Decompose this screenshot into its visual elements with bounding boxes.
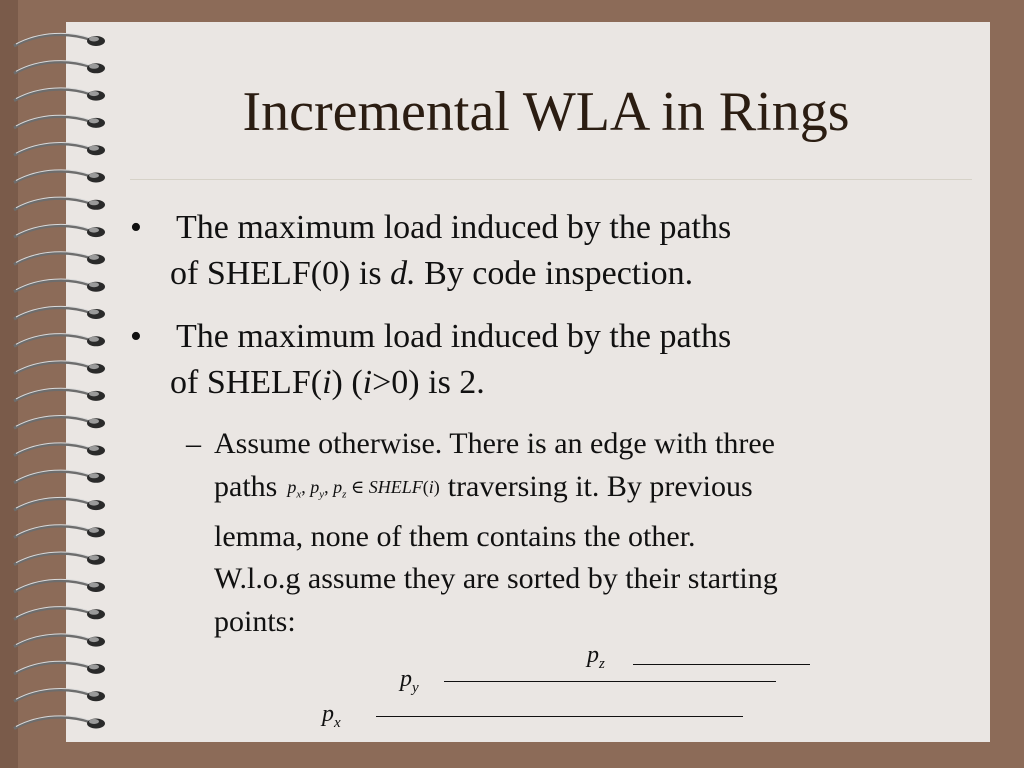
math-p: p [287, 476, 297, 497]
spiral-wire [14, 417, 92, 428]
spiral-tip [89, 664, 99, 669]
math-sub-z: z [342, 488, 347, 501]
bullet-1-line-1: The maximum load induced by the paths [176, 209, 732, 246]
spiral-tip [89, 473, 99, 478]
sub-line-1: Assume otherwise. There is an edge with three [214, 427, 775, 460]
bullet-1-text-a: of SHELF(0) is [170, 255, 391, 292]
bullet-1-line-2 [170, 251, 970, 297]
spiral-tip [89, 310, 99, 315]
spiral-wire [14, 581, 92, 592]
sub-text-traversing: traversing it. By previous [447, 469, 753, 503]
spiral-tip [89, 337, 99, 342]
bullet-1 [130, 205, 970, 297]
spiral-wire [14, 608, 92, 619]
spiral-tip [89, 391, 99, 396]
spiral-tip [89, 692, 99, 697]
spiral-wire [14, 717, 92, 728]
path-label-x [322, 701, 341, 732]
path-label-sub: z [599, 655, 605, 672]
spiral-tip [89, 610, 99, 615]
spiral-tip [89, 719, 99, 724]
spiral-tip [89, 637, 99, 642]
spiral-tip [89, 583, 99, 588]
spiral-wire [14, 362, 92, 373]
bullet-2-text-c: >0) is 2. [372, 364, 485, 401]
bullet-1-variable-d: d. [390, 255, 416, 292]
spiral-wire [14, 144, 92, 155]
spiral-wire [14, 171, 92, 182]
title-divider [130, 179, 972, 180]
spiral-wire [14, 635, 92, 646]
math-shelf: SHELF [368, 476, 423, 497]
spiral-wire [14, 553, 92, 564]
path-label-sub: y [412, 679, 419, 696]
spiral-wire [14, 308, 92, 319]
spiral-wire [14, 444, 92, 455]
bullet-2-text-b: ) ( [331, 364, 363, 401]
math-sub-x: x [296, 488, 302, 501]
spiral-wire [14, 198, 92, 209]
spiral-tip [89, 146, 99, 151]
spiral-wire [14, 690, 92, 701]
path-line-z [633, 664, 810, 665]
math-sub-y: y [319, 488, 325, 501]
spiral-wire [14, 335, 92, 346]
sub-line-5: points: [214, 604, 296, 638]
spiral-tip [89, 282, 99, 287]
path-label-sub: x [334, 714, 341, 731]
bullet-2-line-2 [170, 360, 970, 406]
spiral-tip [89, 528, 99, 533]
spiral-tip [89, 364, 99, 369]
spiral-wire [14, 662, 92, 673]
sub-line-2 [214, 466, 974, 516]
spiral-tip [89, 501, 99, 506]
sub-bullet [186, 423, 974, 643]
spiral-wire [14, 499, 92, 510]
spiral-wire [14, 253, 92, 264]
math-comma: , [324, 476, 329, 497]
spiral-tip [89, 419, 99, 424]
bullet-2 [130, 314, 970, 406]
spiral-wire [14, 526, 92, 537]
spiral-tip [89, 228, 99, 233]
spiral-tip [89, 37, 99, 42]
bullet-2-variable-i: i [362, 364, 373, 401]
spiral-tip [89, 255, 99, 260]
spiral-tip [89, 446, 99, 451]
path-label-p: p [400, 666, 412, 692]
spiral-wire [14, 35, 92, 46]
bullet-2-variable-i: i [322, 364, 332, 401]
bullet-1-text-b: By code inspection. [415, 255, 694, 292]
spiral-tip [89, 200, 99, 205]
slide-title: Incremental WLA in Rings [242, 81, 850, 143]
dash-mark: – [186, 427, 201, 460]
spiral-tip [89, 173, 99, 178]
path-line-y [444, 681, 776, 682]
math-paren: ) [433, 476, 440, 497]
math-paren: ( [422, 476, 429, 497]
path-label-z [587, 642, 605, 673]
path-label-y [400, 666, 419, 697]
spiral-tip [89, 64, 99, 69]
spiral-wire [14, 226, 92, 237]
bullet-2-text-a: of SHELF( [170, 364, 323, 401]
math-element-of: ∈ [350, 476, 365, 497]
spiral-wire [14, 280, 92, 291]
math-p: p [333, 476, 343, 497]
math-i: i [428, 476, 434, 497]
inline-formula [277, 476, 447, 501]
sub-text-paths: paths [214, 469, 278, 503]
path-label-p: p [587, 642, 599, 668]
sub-line-3: lemma, none of them contains the other. [214, 519, 696, 553]
math-p: p [310, 476, 320, 497]
spiral-wire [14, 389, 92, 400]
math-comma: , [301, 476, 306, 497]
bullet-mark: • [130, 209, 142, 246]
bullet-mark: • [130, 318, 142, 355]
spiral-wire [14, 471, 92, 482]
sub-line-4: W.l.o.g assume they are sorted by their starting [214, 562, 778, 596]
spiral-wire [14, 62, 92, 73]
spiral-tip [89, 555, 99, 560]
path-label-p: p [322, 701, 334, 727]
path-line-x [376, 716, 743, 717]
bullet-2-line-1: The maximum load induced by the paths [176, 318, 732, 355]
